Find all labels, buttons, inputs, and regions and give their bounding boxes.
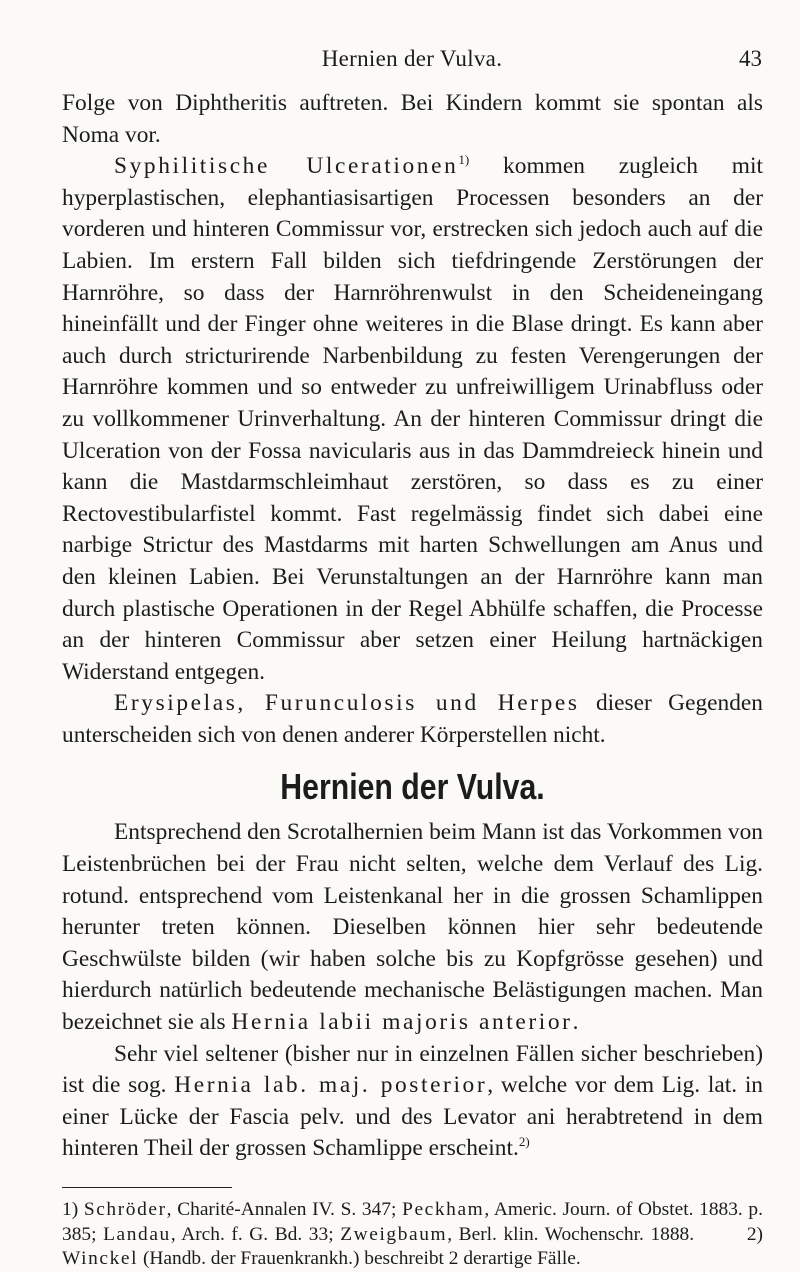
running-title: Hernien der Vulva. [321,46,503,71]
author-name: Zweigbaum [340,1223,448,1245]
running-header [62,46,762,76]
author-name: Peckham [402,1199,485,1220]
citation-text: , Charité-Annalen IV. S. 347; [166,1199,403,1220]
footnote-number: 1) [62,1199,84,1220]
spaced-term: Erysipelas, Furunculosis und Herpes [114,690,580,717]
citation-text: , Arch. f. G. Bd. 33; [170,1223,341,1245]
text-body [62,88,768,1272]
spaced-term: Syphilitische Ulcerationen [114,153,459,180]
paragraph [62,688,763,751]
paragraph-text: dieser Gegenden unterscheiden sich von denen anderer Körperstellen nicht. [62,690,764,748]
page-number: 43 [739,46,762,71]
author-name: Landau [103,1223,171,1245]
section-heading: Hernien der Vulva. [280,766,545,808]
paragraph [62,151,763,688]
author-name: Winckel [62,1248,139,1269]
paragraph: Folge von Diphtheritis auftreten. Bei Kindern kommt sie spontan als Noma vor. [62,90,763,148]
author-name: Schröder [83,1199,167,1220]
footnote-number: 2) [694,1223,768,1245]
footnotes [62,1198,768,1272]
paragraph-text: , welche vor dem Lig. lat. in einer Lücke der Fascia pelv. und des Levator ani herabtretend in dem hinteren Theil der grossen Schamlippe erscheint. [62,1072,764,1162]
paragraph-text: kommen zugleich mit hyperplastischen, elephantiasisartigen Processen besonders an der vorderen und hinteren Commissur vor, erstrecken sich jedoch auch auf die Labien. Im erstern Fall bilden sich tiefdringende Zerstörungen der Harnröhre, so dass der Harnröhrenwulst in den Scheideneingang hineinfällt und der Finger ohne weiteres in die Blase dringt. Es kann aber auch durch stricturirende Narbenbildung zu festen Verengerungen der Harnröhre kommen und so entweder zu unfreiwilligem Urinabfluss oder zu vollkommener Urinverhaltung. An der hinteren Commissur dringt die Ulceration von der Fossa navicularis aus in das Dammdreieck hinein und kann die Mastdarmschleimhaut zerstören, so dass es zu einer Rectovestibularfistel kommt. Fast regelmässig findet sich dabei eine narbige Strictur des Mastdarms mit harten Schwellungen am Anus und den kleinen Labien. Bei Verunstaltungen an der Harnröhre kann man durch plastische Operationen in der Regel Abhülfe schaffen, die Processe an der hinteren Commissur aber setzen einer Heilung hartnäckigen Widerstand entgegen. [62,153,763,685]
citation-text: , Americ. Journ. of Obstet. 1883. p. 385; [62,1199,768,1245]
spaced-term: Hernia labii majoris anterior [231,1009,573,1036]
paragraph-end: . [572,1009,579,1036]
citation-text: (Handb. der Frauenkrankh.) beschreibt 2 derartige Fälle. [138,1248,581,1269]
footnote-divider [62,1187,232,1188]
paragraph [62,1039,763,1165]
paragraph [62,817,763,1038]
footnote-ref: 1) [458,152,470,168]
footnote-ref: 2) [518,1134,530,1150]
paragraph-text: Sehr viel seltener (bisher nur in einzelnen Fällen sicher beschrieben) ist die sog. [62,1040,763,1099]
paragraph-text: Entsprechend den Scrotalhernien beim Mann ist das Vorkommen von Leistenbrüchen bei der Frau nicht selten, welche dem Verlauf des Lig. rotund. entsprechend vom Leistenkanal her in die grossen Schamlippen herunter treten können. Dieselben können hier sehr bedeutende Geschwülste bilden (wir haben solche bis zu Kopfgrösse gesehen) und hierdurch natürlich bedeutende mechanische Belästigungen machen. Man bezeichnet sie als [62,819,763,1036]
spaced-term: Hernia lab. maj. posterior [174,1072,488,1099]
citation-text: , Berl. klin. Wochenschr. 1888. [447,1223,695,1245]
